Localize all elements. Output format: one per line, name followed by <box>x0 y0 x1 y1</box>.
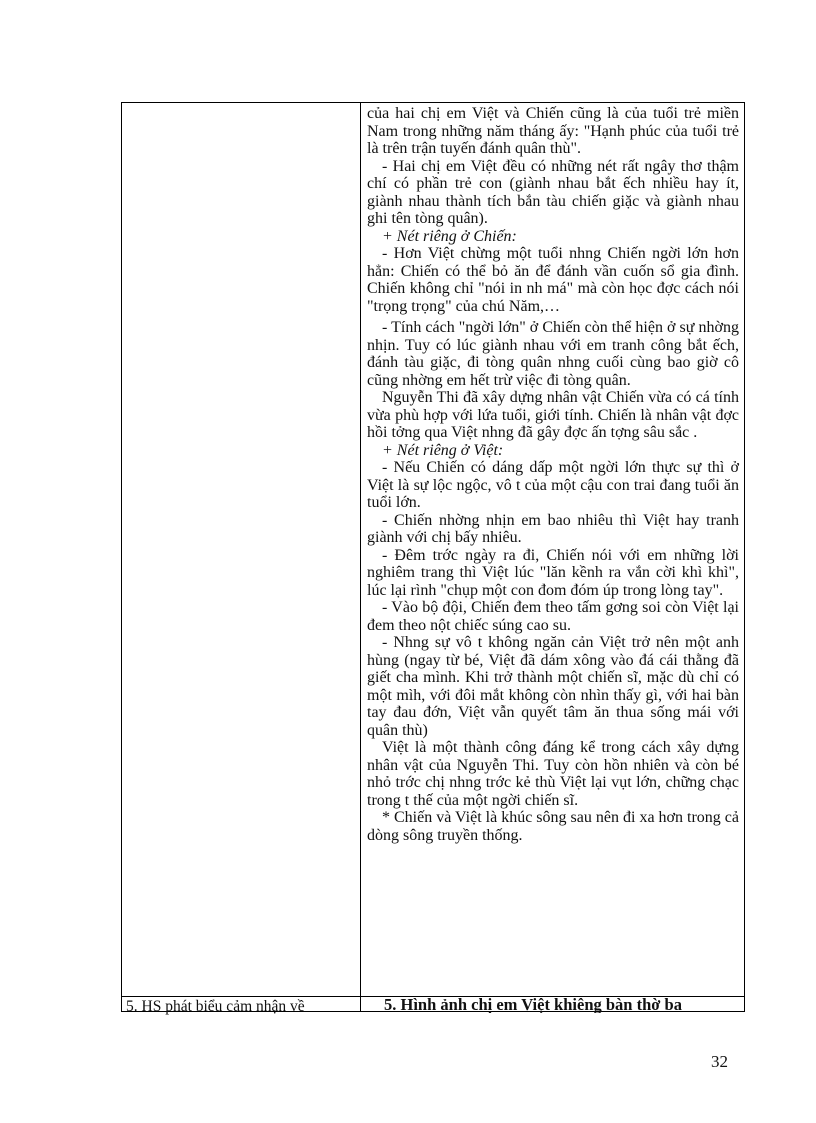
paragraph: - Hơn Việt chừng một tuổi nhng Chiến ngời lớn hơn hẳn: Chiến có thể bỏ ăn để đánh vần cuốn sổ gia đình. Chiến không chỉ "nói in nh má" mà còn học đợc cách nói "trọng trọng" của chú Năm,… <box>367 245 739 315</box>
right-column-text <box>367 105 739 844</box>
paragraph: * Chiến và Việt là khúc sông sau nên đi xa hơn trong cả dòng sông truyền thống. <box>367 809 739 844</box>
column-divider <box>360 103 361 1011</box>
paragraph: Việt là một thành công đáng kể trong cách xây dựng nhân vật của Nguyễn Thi. Tuy còn hồn nhiên và còn bé nhỏ trớc chị nhng trớc kẻ thù Việt lại vụt lớn, chững chạc trong t thế của một ngời chiến sĩ. <box>367 739 739 809</box>
paragraph: Nguyễn Thi đã xây dựng nhân vật Chiến vừa có cá tính vừa phù hợp với lứa tuổi, giới tính. Chiến là nhân vật đợc hồi tởng qua Việt nhng đã gây đợc ấn tợng sâu sắc . <box>367 389 739 441</box>
paragraph: - Đêm trớc ngày ra đi, Chiến nói với em những lời nghiêm trang thì Việt lúc "lăn kềnh ra vắn cời khì khì", lúc lại rình "chụp một con đom đóm úp trong lòng tay". <box>367 546 739 599</box>
paragraph: - Vào bộ đội, Chiến đem theo tấm gơng soi còn Việt lại đem theo nột chiếc súng cao su. <box>367 599 739 634</box>
paragraph: của hai chị em Việt và Chiến cũng là của tuổi trẻ miền Nam trong những năm tháng ấy: "Hạnh phúc của tuổi trẻ là trên trận tuyến đánh quân thù". <box>367 105 739 157</box>
paragraph: - Nếu Chiến có dáng dấp một ngời lớn thực sự thì ở Việt là sự lộc ngộc, vô t của một cậu con trai đang tuổi ăn tuổi lớn. <box>367 459 739 511</box>
paragraph: - Hai chị em Việt đều có những nét rất ngây thơ thậm chí có phần trẻ con (giành nhau bắt ếch nhiều hay ít, giành nhau thành tích bắn tàu chiến giặc và giành nhau ghi tên tòng quân). <box>367 157 739 227</box>
section-subheading: + Nét riêng ở Việt: <box>382 441 504 459</box>
paragraph: - Chiến nhờng nhịn em bao nhiêu thì Việt hay tranh giành với chị bấy nhiêu. <box>367 511 739 546</box>
section-subheading: + Nét riêng ở Chiến: <box>382 227 517 245</box>
next-row-left-cell: 5. HS phát biểu cảm nhận về <box>126 998 305 1015</box>
content-table <box>121 102 745 1015</box>
paragraph: - Tính cách "ngời lớn" ở Chiến còn thể hiện ở sự nhờng nhịn. Tuy có lúc giành nhau với em tranh công bắt ếch, đánh tàu giặc, đi tòng quân nhng cuối cùng bao giờ cô cũng nhờng em hết trừ việc đi tòng quân. <box>367 319 739 389</box>
paragraph: - Nhng sự vô t không ngăn cản Việt trở nên một anh hùng (ngay từ bé, Việt đã dám xông vào đá cái thằng đã giết cha mình. Khi trở thành một chiến sĩ, mặc dù chỉ có một mìh, với đôi mắt không còn nhìn thấy gì, với hai bàn tay đau đớn, Việt vẫn quyết tâm ăn thua sống mái với quân thù) <box>367 634 739 739</box>
page-number: 32 <box>711 1052 728 1071</box>
next-row-right-heading: 5. Hình ảnh chị em Việt khiêng bàn thờ ba <box>384 996 682 1013</box>
